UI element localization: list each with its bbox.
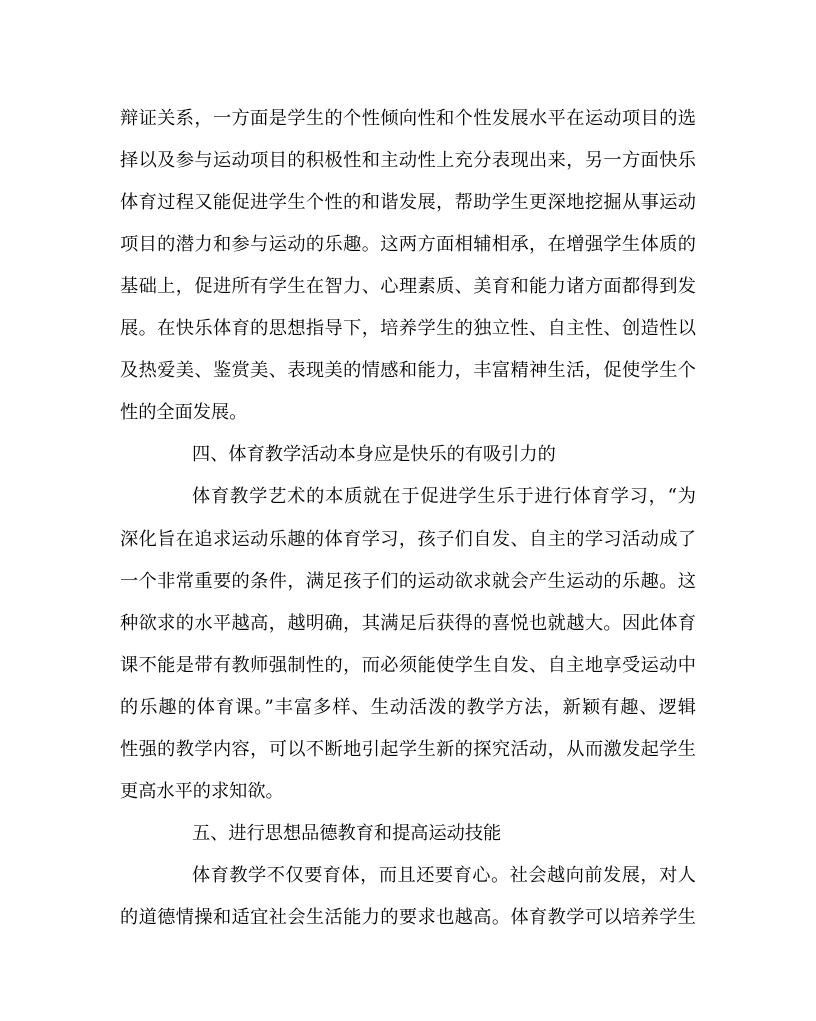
section-heading: 四、体育教学活动本身应是快乐的有吸引力的 — [192, 444, 556, 465]
paragraph-line: 择以及参与运动项目的积极性和主动性上充分表现出来，另一方面快乐 — [120, 150, 696, 171]
paragraph-line: 的乐趣的体育课。”丰富多样、生动活泼的教学方法，新颖有趣、逻辑 — [120, 697, 696, 718]
paragraph-line: 体育教学艺术的本质就在于促进学生乐于进行体育学习，“为 — [192, 486, 696, 507]
paragraph-line: 体育教学不仅要育体，而且还要育心。社会越向前发展，对人 — [192, 865, 696, 886]
paragraph-line: 一个非常重要的条件，满足孩子们的运动欲求就会产生运动的乐趣。这 — [120, 571, 696, 592]
paragraph-line: 性强的教学内容，可以不断地引起学生新的探究活动，从而激发起学生 — [120, 739, 696, 760]
paragraph-line: 性的全面发展。 — [120, 402, 248, 423]
paragraph-line: 基础上，促进所有学生在智力、心理素质、美育和能力诸方面都得到发 — [120, 276, 696, 297]
paragraph-line: 展。在快乐体育的思想指导下，培养学生的独立性、自主性、创造性以 — [120, 318, 696, 339]
paragraph-line: 种欲求的水平越高，越明确，其满足后获得的喜悦也就越大。因此体育 — [120, 613, 696, 634]
paragraph-line: 课不能是带有教师强制性的，而必须能使学生自发、自主地享受运动中 — [120, 655, 696, 676]
paragraph-line: 的道德情操和适宜社会生活能力的要求也越高。体育教学可以培养学生 — [120, 907, 696, 928]
paragraph-line: 更高水平的求知欲。 — [120, 781, 284, 802]
paragraph-line: 及热爱美、鉴赏美、表现美的情感和能力，丰富精神生活，促使学生个 — [120, 360, 696, 381]
paragraph-line: 项目的潜力和参与运动的乐趣。这两方面相辅相承，在增强学生体质的 — [120, 234, 696, 255]
paragraph-line: 体育过程又能促进学生个性的和谐发展，帮助学生更深地挖掘从事运动 — [120, 192, 696, 213]
paragraph-line: 深化旨在追求运动乐趣的体育学习，孩子们自发、自主的学习活动成了 — [120, 529, 696, 550]
paragraph-line: 辩证关系，一方面是学生的个性倾向性和个性发展水平在运动项目的选 — [120, 108, 696, 129]
section-heading: 五、进行思想品德教育和提高运动技能 — [192, 823, 502, 844]
